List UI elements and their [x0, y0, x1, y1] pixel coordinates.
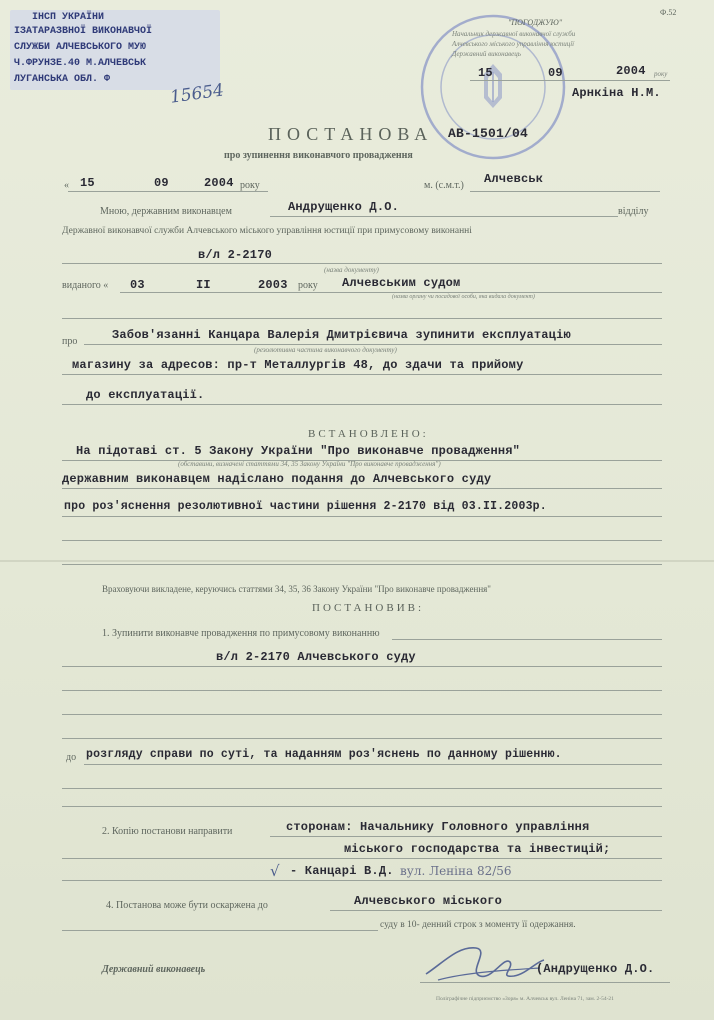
corner-stamp [10, 10, 220, 90]
approval-day: 15 [478, 66, 493, 80]
issued-month: II [196, 278, 211, 292]
corner-stamp-line-1: ІНСП УКРАЇНИ [32, 12, 105, 23]
until-value: розгляду справи по суті, та наданням роз'яснень по данному рішенню. [86, 748, 562, 761]
issued-year-suffix: року [298, 280, 318, 291]
issued-court: Алчевським судом [342, 276, 461, 290]
handwritten-number: 15654 [168, 80, 226, 108]
item4-label: 4. Постанова може бути оскаржена до [106, 900, 268, 911]
approval-year: 2004 [616, 64, 646, 78]
service-line: Державної виконавчої служби Алчевського міського управління юстиції при примусовому виконанні [62, 226, 472, 236]
subject-line-1: Забов'язанні Канцара Валерія Дмитрієвича зупинити експлуатацію [112, 328, 571, 342]
executor-signature [418, 932, 548, 992]
resolved-heading: ПОСТАНОВИВ: [312, 602, 425, 614]
date-year: 2004 [204, 176, 234, 190]
issued-label: виданого « [62, 280, 109, 291]
item1-value: в/л 2-2170 Алчевського суду [216, 650, 416, 664]
corner-stamp-line-3: СЛУЖБИ АЛЧЕВСЬКОГО МУЮ [14, 42, 147, 53]
approval-month: 09 [548, 66, 563, 80]
document-subtitle: про зупинення виконавчого провадження [224, 150, 413, 161]
signer-name: (Андрущенко Д.О. [536, 962, 655, 976]
subject-caption: (резолютивна частина виконавчого документу) [254, 346, 397, 354]
paper-fold [0, 560, 714, 562]
corner-stamp-line-2: ІЗАТАРАЗВНОЇ ВИКОНАВЧОЇ [14, 26, 153, 37]
approval-line-3: Державний виконавець [452, 50, 521, 58]
executor-label: Мною, державним виконавцем [100, 206, 232, 217]
item1-label: 1. Зупинити виконавче провадження по примусовому виконанню [102, 628, 380, 639]
item2-tick: √ [270, 862, 280, 880]
established-heading: ВСТАНОВЛЕНО: [308, 428, 429, 440]
document-caption: (назва документу) [324, 266, 379, 274]
page-mark: Ф.52 [660, 8, 677, 17]
item2-address-handwritten: вул. Леніна 82/56 [400, 864, 512, 878]
established-line-1: На підотаві ст. 5 Закону України "Про виконавче провадження" [76, 444, 521, 458]
executor-name: Андрущенко Д.О. [288, 200, 400, 214]
printer-line: Поліграфічне підприємство «Зоря» м. Алчевськ вул. Леніна 71, зам. 2-54-21 [436, 996, 614, 1002]
city-label: м. (с.м.т.) [424, 180, 464, 191]
date-day: 15 [80, 176, 95, 190]
date-quote: « [64, 180, 69, 191]
approval-signer: Арнкіна Н.М. [572, 86, 661, 100]
city-value: Алчевськ [484, 172, 544, 186]
approval-line-1: Начальник державної виконавчої служби [452, 30, 576, 38]
signer-label: Державний виконавець [102, 964, 206, 975]
item2-line-1: сторонам: Начальнику Головного управління [286, 820, 590, 834]
considering-line: Враховуючи викладене, керуючись статтями 34, 35, 36 Закону України "Про виконавче провадження" [102, 584, 491, 594]
item2-line-3: - Канцарі В.Д. [290, 864, 394, 878]
executor-suffix: відділу [618, 206, 649, 217]
approval-line-2: Алчевського міського управління юстиції [452, 40, 575, 48]
document-number: АВ-1501/04 [448, 126, 529, 141]
item4-tail: суду в 10- денний строк з моменту її одержання. [380, 920, 576, 930]
document-title: ПОСТАНОВА [268, 124, 434, 144]
item4-value: Алчевського міського [354, 894, 503, 908]
subject-line-3: до експлуатації. [86, 388, 205, 402]
established-line-2: державним виконавцем надіслано подання до Алчевського суду [62, 472, 492, 486]
approval-year-suffix: року [654, 70, 668, 78]
corner-stamp-line-4: Ч.ФРУНЗЕ.40 М.АЛЧЕВСЬК [14, 58, 147, 69]
established-caption: (обставини, визначені статтями 34, 35 Закону України "Про виконавче провадження") [178, 460, 441, 468]
document-value: в/л 2-2170 [198, 248, 273, 262]
item2-label: 2. Копію постанови направити [102, 826, 233, 837]
issued-caption: (назва органу чи посадової особи, яка видала документ) [392, 294, 535, 300]
issued-day: 03 [130, 278, 145, 292]
issued-year: 2003 [258, 278, 288, 292]
subject-label: про [62, 336, 78, 347]
subject-line-2: магазину за адресов: пр-т Металлургів 48, до здачи та прийому [72, 358, 524, 372]
approval-header: "ПОГОДЖУЮ" [508, 18, 563, 27]
date-year-suffix: року [240, 180, 260, 191]
corner-stamp-line-5: ЛУГАНСЬКА ОБЛ. Ф [14, 74, 111, 85]
date-month: 09 [154, 176, 169, 190]
item2-line-2: міського господарства та інвестицій; [344, 842, 611, 856]
until-label: до [66, 752, 77, 763]
established-line-3: про роз'яснення резолютивної частини рішення 2-2170 від 03.II.2003р. [64, 500, 547, 513]
